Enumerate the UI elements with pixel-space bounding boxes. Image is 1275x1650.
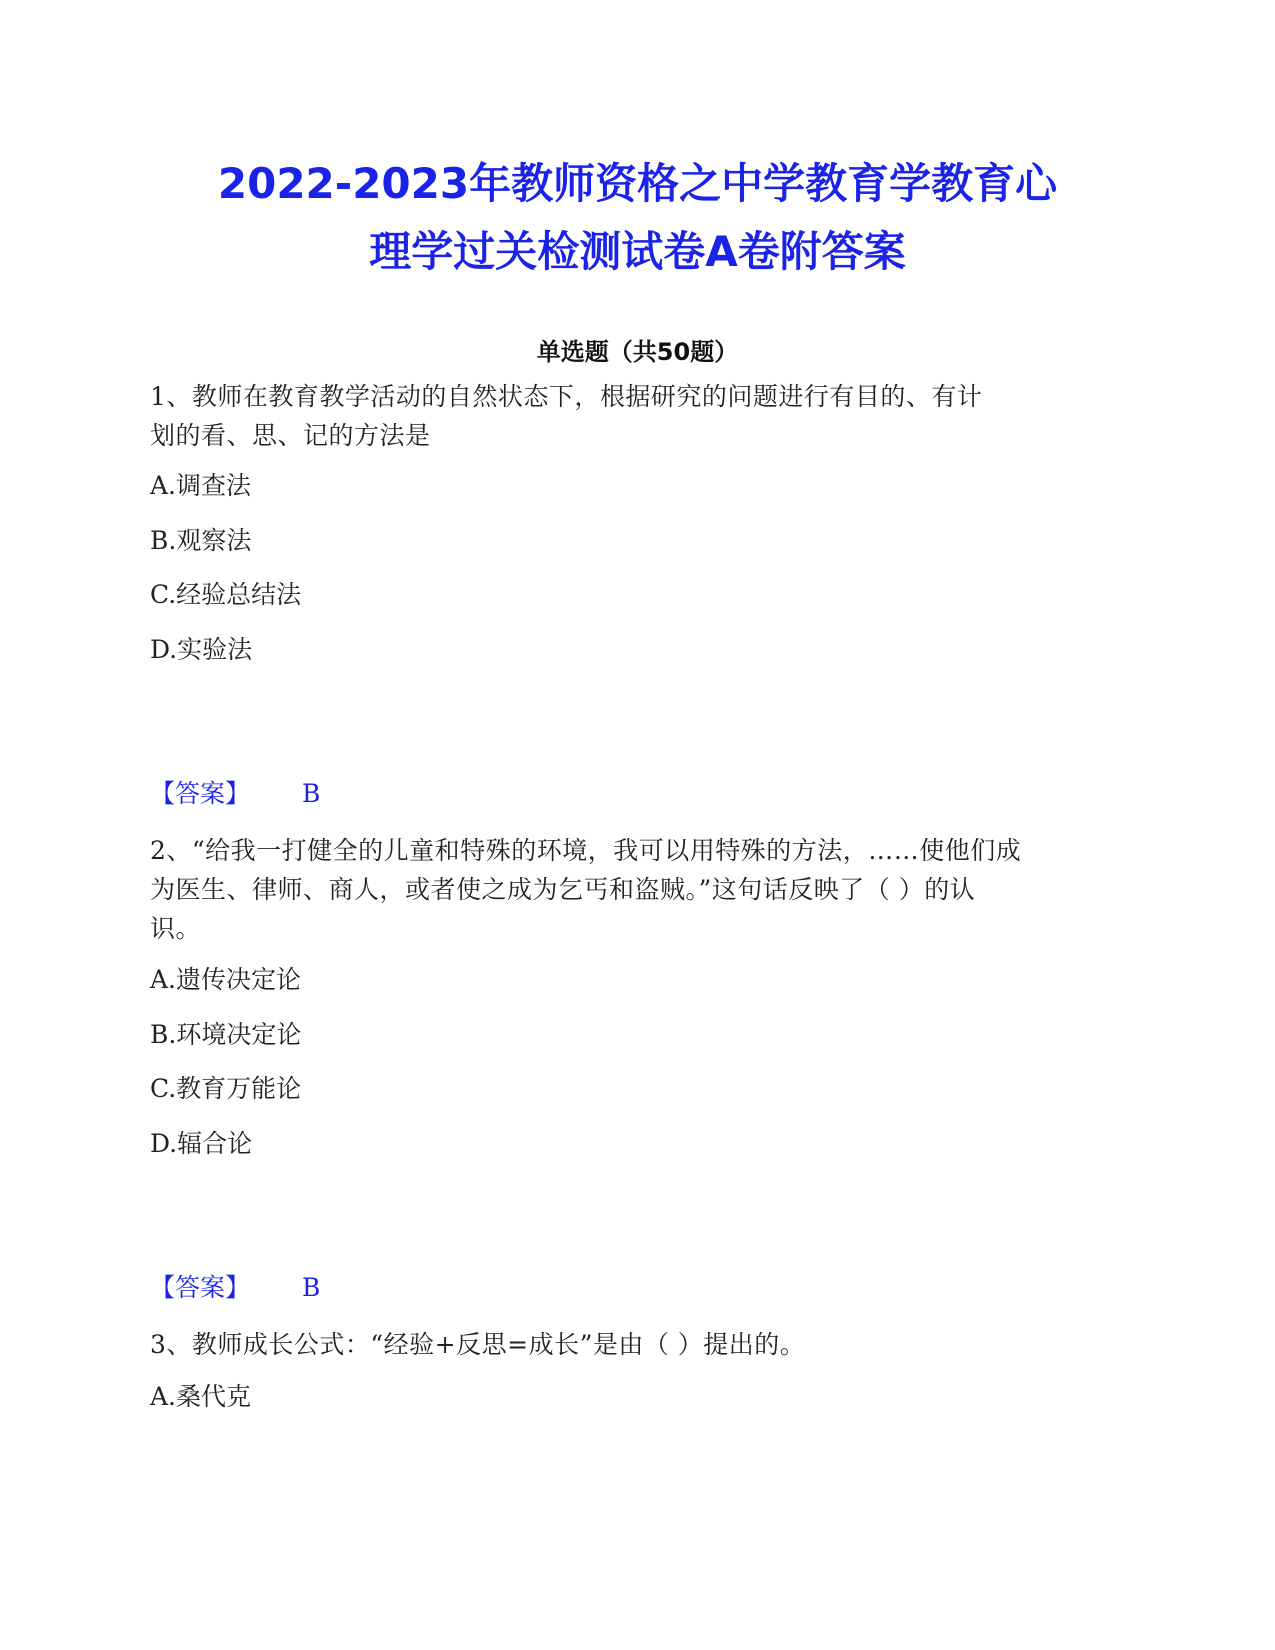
question-1-text-line-1: 1、教师在教育教学活动的自然状态下，根据研究的问题进行有目的、有计 <box>150 382 983 411</box>
question-1-option-b: B.观察法 <box>150 526 252 555</box>
question-3-text-line-1: 3、教师成长公式：“经验+反思=成长”是由（ ）提出的。 <box>150 1330 806 1359</box>
question-3-option-a: A.桑代克 <box>150 1382 252 1411</box>
document-title <box>150 150 1125 286</box>
document-title-line-2: 理学过关检测试卷A卷附答案 <box>369 227 906 276</box>
question-2-option-d: D.辐合论 <box>150 1129 253 1158</box>
question-2-text-line-2: 为医生、律师、商人，或者使之成为乞丐和盗贼。”这句话反映了（ ）的认 <box>150 875 976 904</box>
section-heading: 单选题（共50题） <box>536 338 739 366</box>
question-2-answer <box>150 1272 1125 1304</box>
question-1-option-d: D.实验法 <box>150 635 253 664</box>
question-2-option-b: B.环境决定论 <box>150 1020 302 1049</box>
document-title-line-1: 2022-2023年教师资格之中学教育学教育心 <box>217 159 1058 208</box>
question-2-text-line-3: 识。 <box>150 914 202 943</box>
question-1-text-line-2: 划的看、思、记的方法是 <box>150 421 431 450</box>
question-3-text <box>150 1325 1125 1364</box>
question-2-answer-label: 【答案】 <box>150 1273 251 1302</box>
question-2-answer-value: B <box>302 1273 321 1302</box>
question-2-text <box>150 831 1125 948</box>
question-1-answer <box>150 778 1125 810</box>
question-1-text <box>150 377 1125 455</box>
question-1-option-c: C.经验总结法 <box>150 580 302 609</box>
question-2-option-a: A.遗传决定论 <box>150 965 302 994</box>
question-1-answer-value: B <box>302 779 321 808</box>
question-1-option-a: A.调查法 <box>150 471 252 500</box>
question-2-option-c: C.教育万能论 <box>150 1074 302 1103</box>
question-1-answer-label: 【答案】 <box>150 779 251 808</box>
question-2-text-line-1: 2、“给我一打健全的儿童和特殊的环境，我可以用特殊的方法，……使他们成 <box>150 836 1022 865</box>
